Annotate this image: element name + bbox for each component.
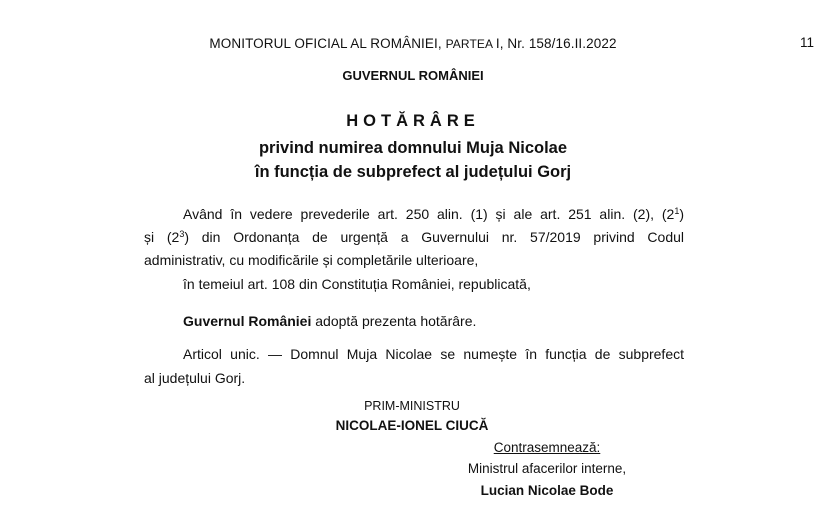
signatory-name: NICOLAE-IONEL CIUCĂ	[335, 418, 489, 433]
adoption-subject: Guvernul României	[183, 313, 312, 329]
part-label: PARTEA	[445, 37, 493, 51]
page-number: 11	[800, 35, 815, 50]
running-header	[0, 36, 826, 51]
adoption-statement: Guvernul României adoptă prezenta hotărâre.	[183, 313, 477, 329]
document-title: HOTĂRÂRE	[346, 112, 480, 130]
part-number: I,	[495, 36, 504, 51]
preamble-line-2: și $(2^3)$ din Ordonanța de urgență a Guvernului nr. 57/2019 privind Codul	[144, 229, 685, 245]
document-subtitle-line-2: în funcția de subprefect al județului Gorj	[254, 163, 572, 181]
issue-number: Nr. 158/16.II.2022	[507, 36, 617, 51]
countersign-label: Contrasemnează:	[493, 440, 601, 455]
document-subtitle-line-1: privind numirea domnului Muja Nicolae	[258, 139, 568, 157]
countersign-name: Lucian Nicolae Bode	[480, 483, 614, 498]
preamble-line-3: administrativ, cu modificările și completările ulterioare,	[144, 252, 479, 268]
preamble-line-1: Având în vedere prevederile art. 250 alin. (1) și ale art. 251 alin. (2), $(2^1)$	[183, 206, 684, 222]
article-line-2: al județului Gorj.	[144, 370, 246, 386]
article-line-1: Articol unic. — Domnul Muja Nicolae se numește în funcția de subprefect	[183, 346, 684, 362]
issuer-heading: GUVERNUL ROMÂNIEI	[342, 68, 484, 83]
publication-name: MONITORUL OFICIAL AL ROMÂNIEI,	[209, 36, 442, 51]
signatory-role: PRIM-MINISTRU	[364, 399, 460, 413]
preamble-legal-basis: în temeiul art. 108 din Constituția României, republicată,	[183, 276, 531, 292]
countersign-role: Ministrul afacerilor interne,	[467, 461, 627, 476]
